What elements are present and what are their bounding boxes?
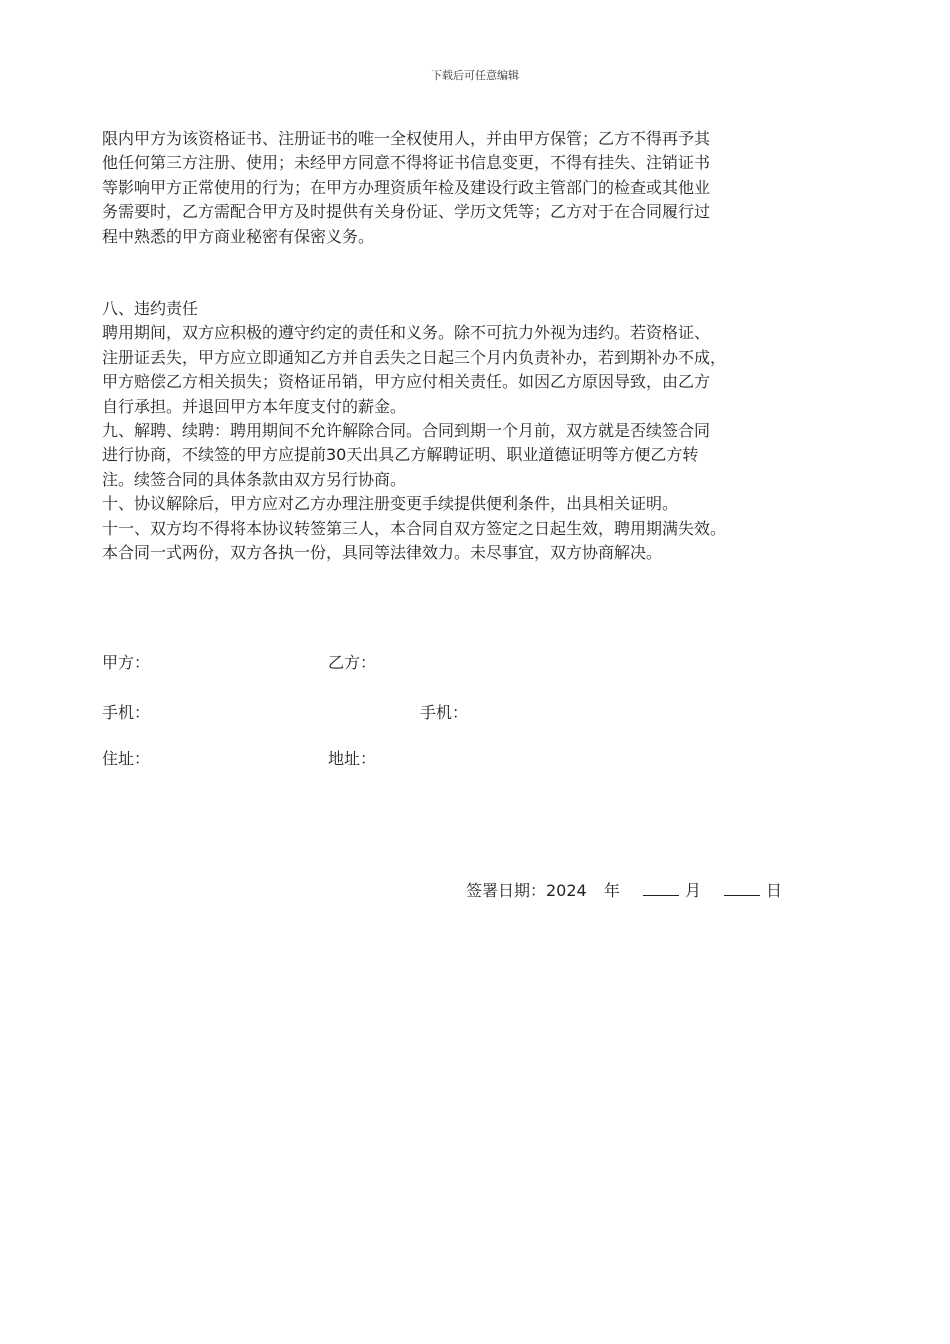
paragraph-line: 进行协商，不续签的甲方应提前30天出具乙方解聘证明、职业道德证明等方便乙方转 [102, 445, 699, 465]
day-unit: 日 [766, 881, 783, 900]
header-note: 下载后可任意编辑 [431, 69, 519, 82]
month-blank [643, 879, 679, 896]
paragraph-line: 十、协议解除后，甲方应对乙方办理注册变更手续提供便利条件，出具相关证明。 [102, 494, 679, 514]
paragraph-line: 自行承担。并退回甲方本年度支付的薪金。 [102, 396, 407, 416]
paragraph-line: 务需要时，乙方需配合甲方及时提供有关身份证、学历文凭等；乙方对于在合同履行过 [102, 202, 711, 222]
address-b-label: 地址： [328, 749, 377, 768]
phone-a-label: 手机： [102, 703, 151, 722]
address-a-label: 住址： [102, 749, 151, 768]
party-a-label: 甲方： [102, 653, 151, 672]
signing-date [466, 878, 782, 901]
paragraph-line: 聘用期间，双方应积极的遵守约定的责任和义务。除不可抗力外视为违约。若资格证、 [102, 323, 711, 343]
paragraph-line: 注册证丢失，甲方应立即通知乙方并自丢失之日起三个月内负责补办，若到期补办不成， [102, 347, 727, 367]
section-title-breach: 八、违约责任 [102, 299, 199, 319]
paragraph-line: 等影响甲方正常使用的行为；在甲方办理资质年检及建设行政主管部门的检查或其他业 [102, 177, 711, 197]
spacer [102, 249, 862, 297]
paragraph-line: 甲方赔偿乙方相关损失；资格证吊销，甲方应付相关责任。如因乙方原因导致，由乙方 [102, 372, 711, 392]
month-unit: 月 [684, 881, 701, 900]
phone-b-label: 手机： [420, 703, 469, 722]
paragraph-line: 他任何第三方注册、使用；未经甲方同意不得将证书信息变更，不得有挂失、注销证书 [102, 153, 711, 173]
year-unit: 年 [603, 881, 620, 900]
paragraph-line: 本合同一式两份，双方各执一份，具同等法律效力。未尽事宜，双方协商解决。 [102, 543, 663, 563]
paragraph-line: 注。续签合同的具体条款由双方另行协商。 [102, 469, 407, 489]
paragraph-line: 程中熟悉的甲方商业秘密有保密义务。 [102, 226, 375, 246]
signing-date-label: 签署日期：2024 [466, 881, 587, 900]
paragraph-line: 十一、双方均不得将本协议转签第三人，本合同自双方签定之日起生效，聘用期满失效。 [102, 518, 727, 538]
party-b-label: 乙方： [328, 653, 377, 672]
paragraph-line: 限内甲方为该资格证书、注册证书的唯一全权使用人，并由甲方保管；乙方不得再予其 [102, 129, 711, 148]
contract-body [102, 127, 862, 566]
day-blank [724, 879, 760, 896]
paragraph-line: 九、解聘、续聘：聘用期间不允许解除合同。合同到期一个月前，双方就是否续签合同 [102, 421, 711, 441]
